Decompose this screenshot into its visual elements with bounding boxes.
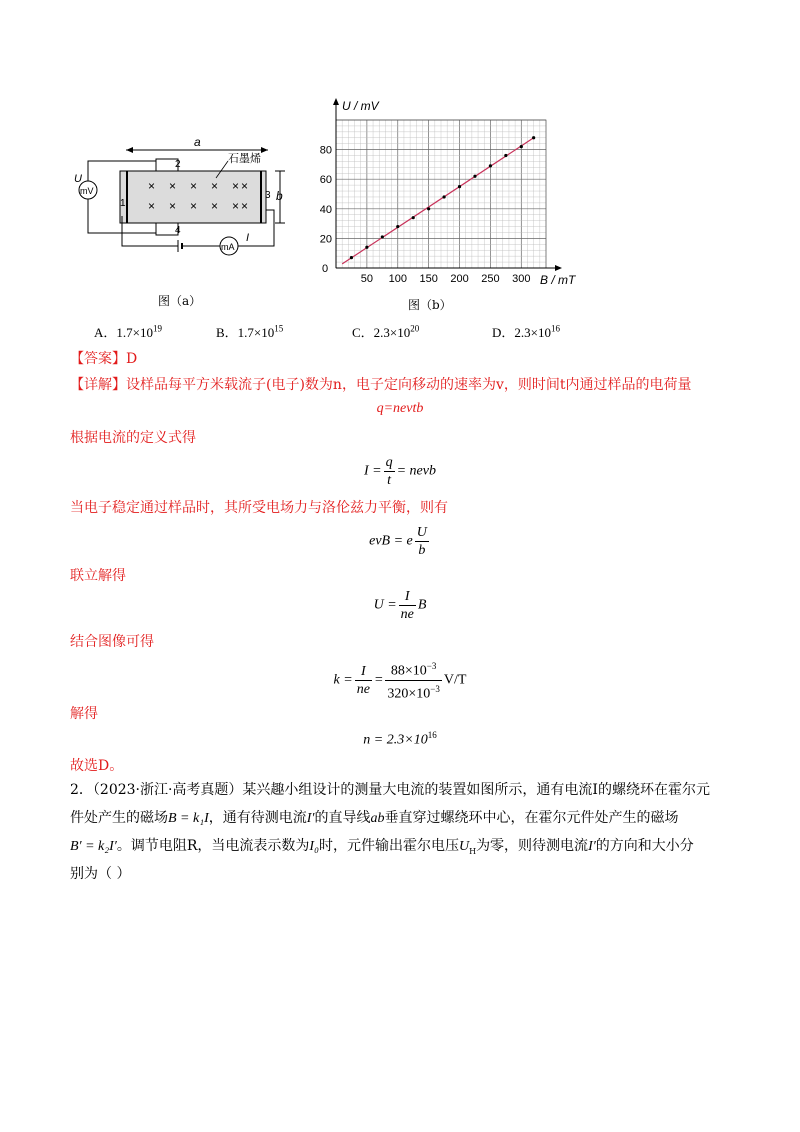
- label-I: I: [246, 232, 250, 244]
- choice-b-exp: 15: [274, 323, 284, 334]
- x-tick-150: 150: [419, 273, 438, 285]
- chart-grid: [336, 120, 546, 268]
- field-cross-1: ×: [169, 179, 177, 193]
- detail-p6: 解得: [70, 706, 98, 722]
- detail-text: 设样品每平方米载流子(电子)数为n，电子定向移动的速率为v，则时间t内通过样品的电荷量: [126, 377, 692, 393]
- choice-c-value: 2.3×10: [373, 325, 411, 340]
- field-cross-7: ×: [169, 199, 177, 213]
- choice-a[interactable]: [94, 322, 162, 341]
- ammeter-label: mA: [221, 242, 235, 252]
- data-point-2: [381, 235, 384, 238]
- x-tick-200: 200: [450, 273, 469, 285]
- terminal-3: 3: [265, 190, 271, 201]
- x-tick-100: 100: [388, 273, 407, 285]
- field-cross-11: ×: [241, 199, 249, 213]
- detail-p5: 结合图像可得: [70, 634, 154, 650]
- field-cross-4: ×: [232, 179, 240, 193]
- u-b-graph: [312, 92, 602, 292]
- choice-b-value: 1.7×10: [237, 325, 275, 340]
- y-tick-20: 20: [319, 233, 332, 246]
- detail-p3: 当电子稳定通过样品时，其所受电场力与洛伦兹力平衡，则有: [70, 500, 448, 516]
- choice-a-value: 1.7×10: [116, 325, 153, 340]
- x-tick-300: 300: [512, 273, 531, 285]
- choice-b-letter: B．: [216, 325, 238, 340]
- choice-a-exp: 19: [152, 323, 162, 334]
- label-b: b: [276, 189, 283, 203]
- equation-3: evB = e $\frac{U}{b}$: [369, 525, 427, 558]
- question-2-line-2: 件处产生的磁场B = k₁I，通有待测电流I′的直导线ab垂直穿过螺绕环中心，在霍尔元件处产生的磁场: [70, 810, 679, 826]
- y-tick-60: 60: [319, 174, 332, 187]
- question-2-line-4: 别为（ ）: [70, 866, 131, 882]
- field-cross-0: ×: [148, 179, 156, 193]
- data-point-10: [504, 154, 507, 157]
- choice-c-exp: 20: [410, 323, 420, 334]
- data-point-11: [520, 145, 523, 148]
- detail-p4: 联立解得: [70, 568, 126, 584]
- data-point-5: [427, 207, 430, 210]
- data-point-12: [532, 136, 535, 139]
- data-point-4: [412, 216, 415, 219]
- x-axis-label: B / mT: [540, 273, 576, 287]
- x-tick-250: 250: [481, 273, 500, 285]
- terminal-4: 4: [175, 225, 181, 236]
- choice-d[interactable]: [492, 322, 560, 341]
- origin-label: 0: [322, 263, 329, 275]
- data-point-9: [489, 164, 492, 167]
- choice-b[interactable]: [216, 322, 283, 341]
- choice-d-value: 2.3×10: [514, 325, 551, 340]
- equation-1: q=nevtb: [376, 401, 424, 416]
- equation-5: k = $\frac{I}{ne}$ = $\frac{88\times 10^{-3}}{320\times 10^{-3}}$ V/T: [0, 658, 800, 702]
- terminal-2: 2: [175, 159, 181, 170]
- x-axis-arrow: [555, 265, 562, 271]
- field-cross-3: ×: [211, 179, 219, 193]
- answer-line: [70, 349, 137, 369]
- field-cross-2: ×: [190, 179, 198, 193]
- choice-d-letter: D．: [492, 325, 515, 340]
- y-axis-arrow: [333, 98, 339, 105]
- figure-a-caption: 图（a）: [158, 294, 202, 308]
- field-cross-5: ×: [241, 179, 249, 193]
- dim-a-arrow-right: [261, 147, 268, 153]
- data-point-0: [350, 256, 353, 259]
- chart-axes: [333, 98, 577, 287]
- detail-line: [70, 375, 770, 395]
- y-tick-80: 80: [319, 144, 332, 157]
- detail-p7: 故选D。: [70, 758, 124, 774]
- detail-tag: 【详解】: [70, 377, 126, 393]
- choice-c[interactable]: [352, 322, 419, 341]
- y-tick-40: 40: [319, 203, 332, 216]
- label-U: U: [74, 173, 82, 185]
- field-cross-9: ×: [211, 199, 219, 213]
- figure-a: [70, 130, 310, 270]
- material-label: 石墨烯: [228, 153, 261, 165]
- data-point-3: [396, 225, 399, 228]
- data-point-8: [473, 175, 476, 178]
- data-point-1: [365, 246, 368, 249]
- field-cross-8: ×: [190, 199, 198, 213]
- figure-b: [312, 92, 602, 292]
- figure-b-caption: 图（b）: [408, 298, 452, 312]
- x-tick-50: 50: [360, 273, 374, 285]
- detail-p2: 根据电流的定义式得: [70, 430, 196, 446]
- answer-tag: 【答案】: [70, 351, 126, 367]
- terminal-1: 1: [120, 198, 126, 209]
- equation-6: $n = 2.3\times 10^{16}$: [363, 730, 437, 748]
- equation-4: U = $\frac{I}{ne}$ B: [373, 589, 427, 622]
- choice-c-letter: C．: [352, 325, 374, 340]
- data-point-6: [442, 195, 445, 198]
- answer-value: D: [126, 351, 138, 367]
- y-axis-label: U / mV: [342, 99, 379, 113]
- field-cross-6: ×: [148, 199, 156, 213]
- label-a: a: [194, 135, 201, 149]
- question-2-line-1: 2．（2023·浙江·高考真题）某兴趣小组设计的测量大电流的装置如图所示，通有电流I的螺绕环在霍尔元: [70, 782, 710, 798]
- data-point-7: [458, 185, 461, 188]
- voltmeter-label: mV: [80, 186, 94, 196]
- field-cross-10: ×: [232, 199, 240, 213]
- choice-d-exp: 16: [550, 323, 560, 334]
- circuit-diagram: [70, 130, 310, 270]
- choice-a-letter: A．: [94, 325, 117, 340]
- question-2-line-3: B′ = k₂I′。调节电阻R，当电流表示数为I₀时，元件输出霍尔电压$U_H$为零，则待测电流I′的方向和大小分: [70, 838, 694, 856]
- equation-2: I = $\frac{q}{t}$ = nevb: [364, 455, 436, 488]
- dim-a-arrow-left: [126, 147, 133, 153]
